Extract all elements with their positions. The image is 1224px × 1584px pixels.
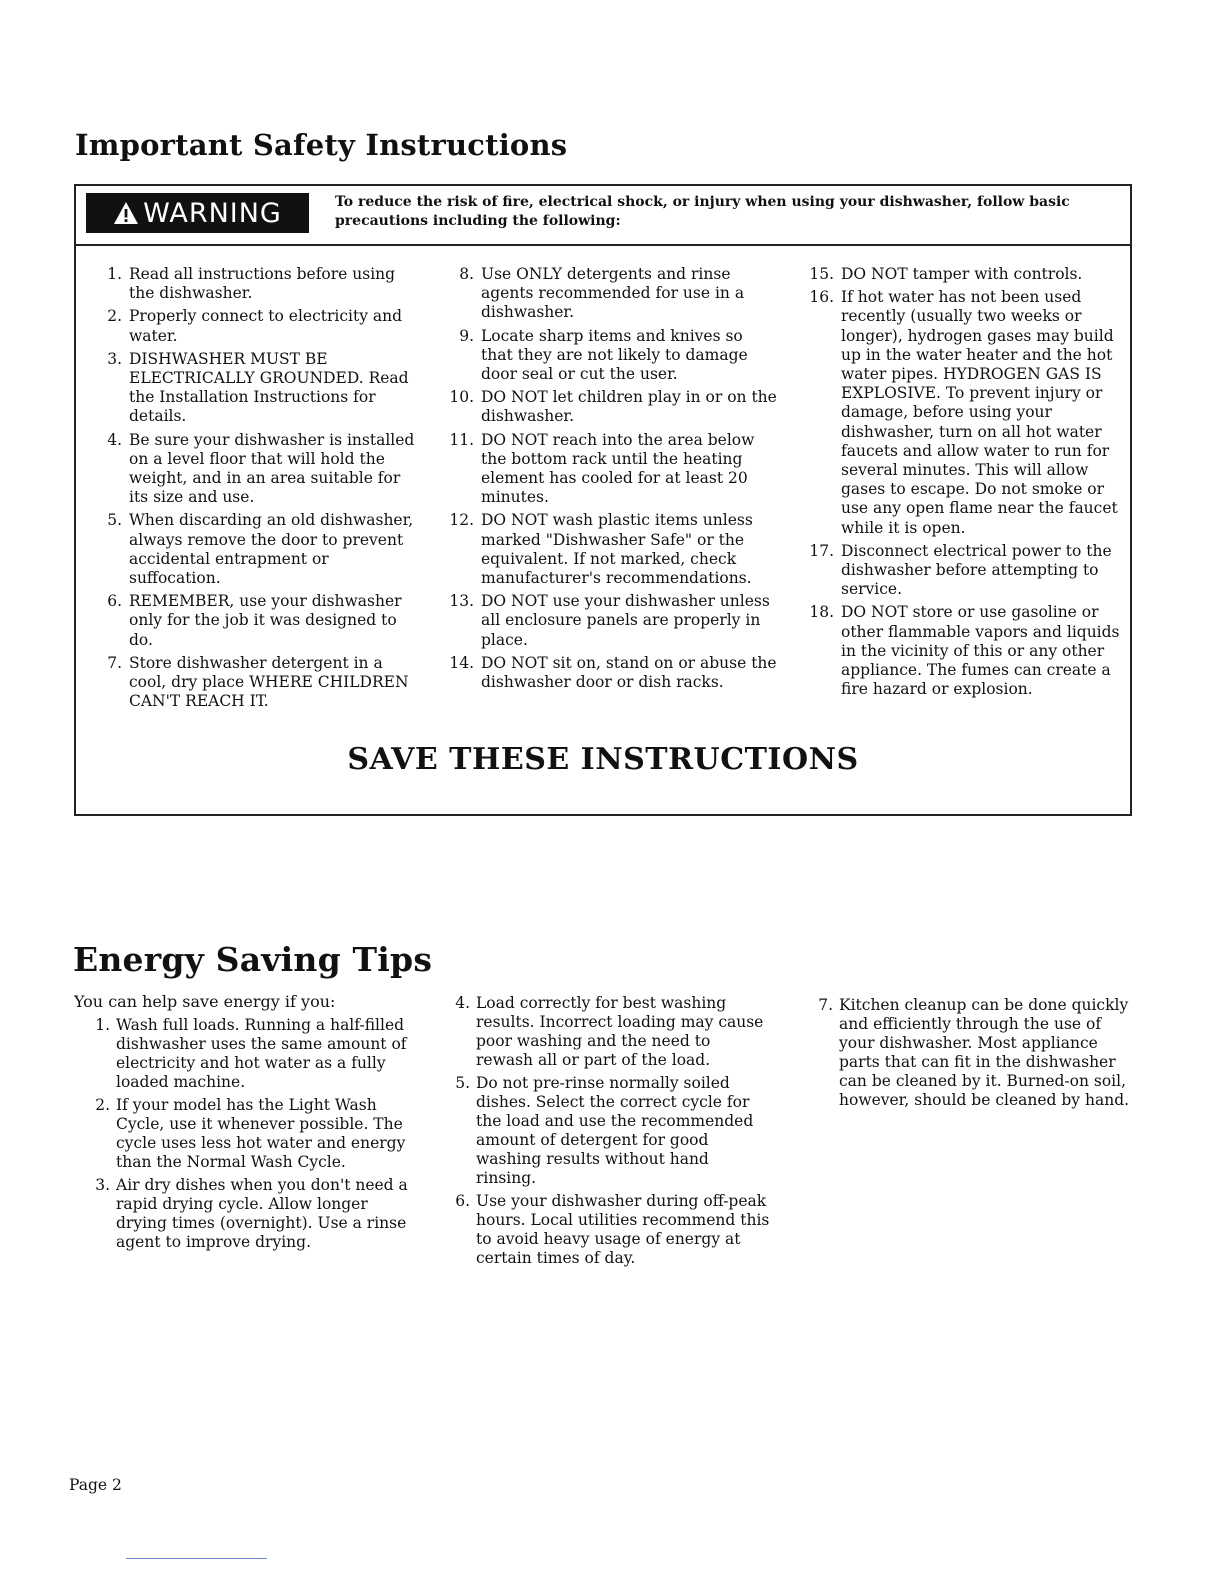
item-number: 5. [455, 1074, 470, 1092]
item-text: Use your dishwasher during off-peak hours. Local utilities recommend this to avoid heavy usage of energy at certain times of day. [476, 1192, 770, 1267]
item-text: Store dishwasher detergent in a cool, dry place WHERE CHILDREN CAN'T REACH IT. [129, 653, 409, 711]
item-text: Properly connect to electricity and water. [129, 307, 403, 345]
item-number: 3. [95, 1176, 110, 1194]
item-text: DO NOT wash plastic items unless marked "Dishwasher Safe" or the equivalent. If not marked, check manufacturer's recommendations. [481, 511, 753, 588]
item-text: DO NOT reach into the area below the bottom rack until the heating element has cooled for at least 20 minutes. [481, 430, 755, 507]
list-item [448, 265, 778, 323]
list-item [94, 1176, 412, 1252]
list-item [96, 592, 416, 650]
energy-section-title: Energy Saving Tips [73, 940, 433, 979]
list-item [96, 511, 416, 588]
energy-list-column-2 [454, 994, 772, 1272]
item-number: 4. [107, 430, 122, 449]
item-text: Wash full loads. Running a half-filled dishwasher uses the same amount of electricity and hot water as a fully loaded machine. [116, 1016, 407, 1091]
warning-badge [86, 193, 309, 233]
list-item [808, 603, 1134, 699]
list-item [96, 654, 416, 712]
item-text: Load correctly for best washing results. Incorrect loading may cause poor washing and the need to rewash all or part of the load. [476, 994, 764, 1069]
energy-list-column-3 [817, 996, 1135, 1114]
list-item [448, 431, 778, 508]
item-text: Use ONLY detergents and rinse agents recommended for use in a dishwasher. [481, 265, 745, 322]
item-number: 17. [809, 541, 834, 560]
item-text: Locate sharp items and knives so that they are not likely to damage door seal or cut the user. [481, 326, 748, 384]
list-item [454, 1192, 772, 1268]
item-number: 1. [107, 265, 122, 283]
footer-rule [126, 1558, 267, 1559]
item-number: 18. [809, 603, 834, 622]
safety-section-title: Important Safety Instructions [75, 128, 568, 162]
warning-triangle-icon [113, 201, 139, 225]
item-number: 2. [95, 1096, 110, 1114]
list-item [96, 265, 416, 303]
list-item [454, 1074, 772, 1188]
list-item [808, 542, 1134, 600]
item-number: 10. [449, 388, 474, 407]
list-item [96, 307, 416, 345]
item-number: 7. [818, 996, 833, 1014]
item-number: 6. [107, 592, 122, 611]
list-item [448, 592, 778, 650]
item-text: If hot water has not been used recently (usually two weeks or longer), hydrogen gases may build up in the water heater and the hot water pipes. HYDROGEN GAS IS EXPLOSIVE. To prevent injury or damage, before using your dishwasher, turn on all hot water faucets and allow water to run for several minutes. This will allow gases to escape. Do not smoke or use any open flame near the faucet while it is open. [841, 288, 1118, 537]
page-number: Page 2 [69, 1476, 122, 1494]
list-item [454, 994, 772, 1070]
item-text: Air dry dishes when you don't need a rapid drying cycle. Allow longer drying times (overnight). Use a rinse agent to improve drying. [116, 1176, 408, 1251]
item-number: 1. [95, 1016, 110, 1034]
item-number: 14. [449, 653, 474, 672]
item-text: REMEMBER, use your dishwasher only for the job it was designed to do. [129, 592, 402, 649]
item-text: Disconnect electrical power to the dishwasher before attempting to service. [841, 541, 1112, 599]
list-item [448, 327, 778, 385]
warning-label: WARNING [143, 197, 282, 229]
save-instructions-note: SAVE THESE INSTRUCTIONS [347, 742, 859, 777]
item-number: 9. [459, 326, 474, 345]
item-text: Kitchen cleanup can be done quickly and efficiently through the use of your dishwasher. Most appliance parts that can fit in the dishwasher can be cleaned by it. Burned-on soil, however, should be cleaned by hand. [839, 996, 1130, 1109]
item-number: 7. [107, 653, 122, 672]
item-number: 2. [107, 307, 122, 326]
item-text: When discarding an old dishwasher, always remove the door to prevent accidental entrapment or suffocation. [129, 511, 414, 588]
item-number: 13. [449, 592, 474, 611]
safety-list-column-2 [448, 265, 778, 696]
warning-lead-text: To reduce the risk of fire, electrical shock, or injury when using your dishwasher, follow basic precautions including the following: [335, 194, 1070, 229]
list-item [96, 350, 416, 427]
energy-intro-text: You can help save energy if you: [74, 992, 336, 1011]
item-number: 15. [809, 265, 834, 283]
list-item [448, 388, 778, 426]
list-item [448, 511, 778, 588]
item-text: If your model has the Light Wash Cycle, use it whenever possible. The cycle uses less hot water and energy than the Normal Wash Cycle. [116, 1096, 406, 1171]
item-text: DO NOT sit on, stand on or abuse the dishwasher door or dish racks. [481, 653, 777, 692]
energy-list-column-1 [94, 1016, 412, 1256]
item-number: 5. [107, 511, 122, 530]
warning-header [76, 186, 1130, 246]
item-text: DO NOT store or use gasoline or other flammable vapors and liquids in the vicinity of this or any other appliance. The fumes can create a fire hazard or explosion. [841, 603, 1120, 699]
list-item [94, 1096, 412, 1172]
list-item [817, 996, 1135, 1110]
list-item [96, 431, 416, 508]
item-number: 11. [449, 430, 474, 449]
item-number: 8. [459, 265, 474, 283]
item-text: Be sure your dishwasher is installed on a level floor that will hold the weight, and in an area suitable for its size and use. [129, 430, 415, 507]
item-number: 4. [455, 994, 470, 1012]
item-text: DO NOT let children play in or on the dishwasher. [481, 388, 777, 426]
safety-list-column-1 [96, 265, 416, 715]
item-number: 3. [107, 349, 122, 368]
item-text: DISHWASHER MUST BE ELECTRICALLY GROUNDED. Read the Installation Instructions for details. [129, 349, 409, 426]
list-item [448, 654, 778, 692]
item-text: DO NOT tamper with controls. [841, 265, 1083, 283]
list-item [94, 1016, 412, 1092]
item-number: 12. [449, 511, 474, 530]
item-number: 16. [809, 288, 834, 307]
item-number: 6. [455, 1192, 470, 1210]
item-text: DO NOT use your dishwasher unless all enclosure panels are properly in place. [481, 592, 770, 649]
safety-list-column-3 [808, 265, 1134, 703]
list-item [808, 288, 1134, 538]
list-item [808, 265, 1134, 284]
item-text: Do not pre-rinse normally soiled dishes. Select the correct cycle for the load and use the recommended amount of detergent for good washing results without hand rinsing. [476, 1074, 754, 1187]
item-text: Read all instructions before using the dishwasher. [129, 265, 396, 303]
